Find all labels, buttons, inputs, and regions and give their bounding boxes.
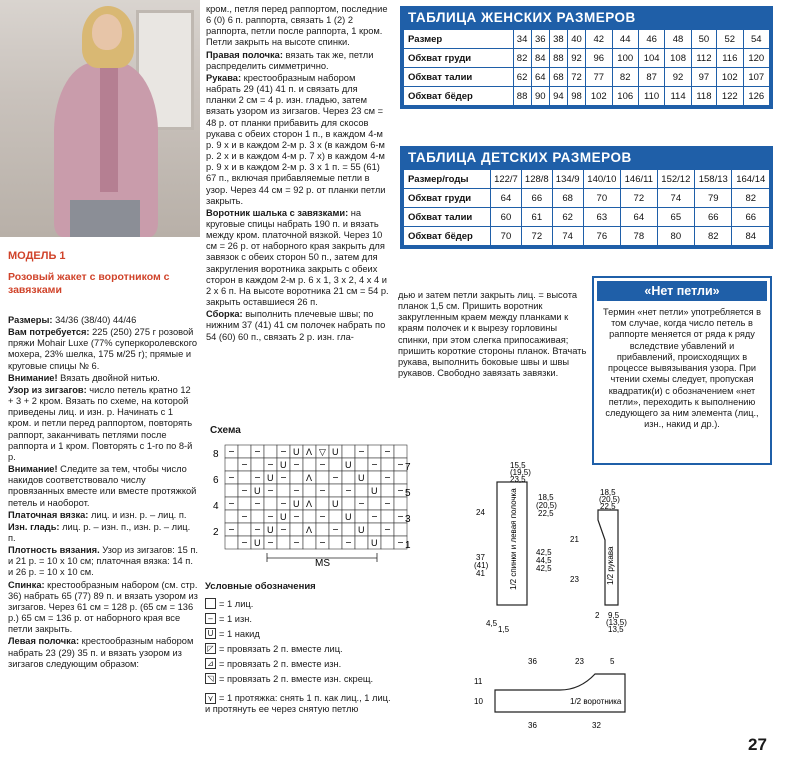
table-cell: 72 — [621, 189, 658, 208]
chart-cell — [329, 484, 342, 497]
collar-piece — [495, 674, 625, 712]
table-cell: 108 — [665, 49, 691, 68]
knitting-chart — [205, 440, 425, 570]
table-cell: 106 — [612, 87, 638, 106]
table-cell: 74 — [552, 227, 583, 246]
table-cell: 88 — [549, 49, 567, 68]
table-cell: 122 — [717, 87, 743, 106]
piece-label: 1/2 воротника — [570, 697, 622, 706]
assembly-continued: дью и затем петли закрыть лиц. = высота планок 1,5 см. Пришить воротник закругленным краем между планками к краям полочек и к вырезу горловины спинки, при этом слегка припосаживая; пришить короткие стороны планок. Втачать рукава, выполнить боковые швы и швы рукавов. Свободно завязать завязки. — [398, 290, 587, 379]
collar-value: на круговые спицы набрать 190 п. и вязать между кром. платочной вязкой. Через 10 см = 26 р. от наборного края закрыть для завязок с обеих сторон 50 п., затем для закругления воротника закрыть с обеих сторон в каждом 2-м р. 6 х 1, 3 х 2, 4 х 4 и 2 х 6 п. На высоте воротника 21 см = 54 р. закрыть оставшиеся 26 п. — [206, 207, 389, 308]
chart-cell — [355, 458, 368, 471]
table-cell: 87 — [638, 68, 664, 87]
dim-label: 37 — [476, 553, 485, 562]
chart-title: Схема — [210, 425, 241, 436]
row-number: 3 — [405, 514, 411, 525]
chart-cell — [264, 445, 277, 458]
sleeve-label: Рукава: — [206, 72, 242, 83]
dim-label: 18,5 — [600, 488, 616, 497]
legend-label: = провязать 2 п. вместе изн. — [219, 659, 342, 669]
legend-ssk — [205, 693, 395, 715]
chart-symbol: U — [345, 460, 352, 470]
chart-cell — [381, 484, 394, 497]
legend-label: = 1 протяжка: снять 1 п. как лиц., 1 лиц. и протянуть ее через снятую петлю — [205, 693, 391, 715]
table-cell: 100 — [612, 49, 638, 68]
table-cell: 42 — [586, 30, 612, 49]
table-cell: 158/13 — [695, 170, 732, 189]
dim-label: 36 — [528, 721, 537, 730]
left-front-label: Левая полочка: — [8, 636, 80, 647]
dim-label: 42,5 — [536, 548, 552, 557]
table-row — [404, 68, 770, 87]
legend-label: = провязать 2 п. вместе лиц. — [219, 644, 343, 654]
left-front-continued: кром., петля перед раппортом, последние 6 (0) 6 п. раппорта, связать 1 (2) 2 раппорта, петли после раппорта, 1 кром. Петли закрыть на высоте спинки. — [206, 4, 388, 48]
collar-pattern-diagram — [460, 652, 660, 732]
legend-k2tog — [205, 643, 343, 655]
women-size-panel — [400, 6, 773, 109]
dim-label: (19,5) — [510, 468, 531, 477]
model-photo — [0, 0, 200, 237]
chart-symbol: Λ — [306, 525, 313, 535]
dim-label: 11 — [474, 677, 483, 686]
women-size-table — [403, 29, 770, 106]
row-label: Обхват бёдер — [404, 227, 491, 246]
assembly-value: выполнить плечевые швы; по нижним 37 (41) 41 см полочек набрать по 54 (60) 60 п., связать 2 р. изн. гла- — [206, 309, 386, 342]
dim-label: 21 — [570, 535, 579, 544]
column-2 — [206, 4, 390, 344]
table-cell: 40 — [567, 30, 585, 49]
table-row — [404, 208, 770, 227]
chart-cell — [238, 497, 251, 510]
chart-symbol: Λ — [306, 473, 313, 483]
row-label: Обхват талии — [404, 68, 514, 87]
assembly-label: Сборка: — [206, 309, 243, 320]
chart-cell — [355, 510, 368, 523]
stockinette-label: Изн. гладь: — [8, 521, 60, 532]
chart-symbol: U — [332, 447, 339, 457]
chart-cell — [381, 536, 394, 549]
chart-symbol: U — [293, 499, 300, 509]
table-cell: 70 — [583, 189, 620, 208]
body-pattern-diagram — [460, 460, 660, 640]
table-cell: 152/12 — [657, 170, 694, 189]
chart-cell — [238, 523, 251, 536]
row-number: 4 — [213, 501, 219, 512]
table-cell: 48 — [665, 30, 691, 49]
chart-cell — [381, 458, 394, 471]
dim-label: 18,5 — [538, 493, 554, 502]
chart-symbol: U — [293, 447, 300, 457]
chart-symbol: U — [280, 460, 287, 470]
chart-cell — [303, 484, 316, 497]
table-cell: 34 — [513, 30, 531, 49]
kids-size-table — [403, 169, 770, 246]
dim-label: 13,5 — [608, 625, 624, 634]
chart-symbol: U — [358, 525, 365, 535]
table-cell: 84 — [531, 49, 549, 68]
table-cell: 64 — [621, 208, 658, 227]
table-cell: 46 — [638, 30, 664, 49]
table-cell: 88 — [513, 87, 531, 106]
table-cell: 44 — [612, 30, 638, 49]
attention1-label: Внимание! — [8, 372, 58, 383]
materials-label: Вам потребуется: — [8, 327, 90, 338]
table-cell: 90 — [531, 87, 549, 106]
legend-label: = 1 изн. — [219, 614, 252, 624]
table-cell: 72 — [521, 227, 552, 246]
stockinette-value: лиц. р. – изн. п., изн. р. – лиц. п. — [8, 521, 191, 543]
collar-label: Воротник шалька с завязками: — [206, 207, 349, 218]
table-cell: 164/14 — [732, 170, 770, 189]
table-cell: 62 — [513, 68, 531, 87]
chart-cell — [355, 484, 368, 497]
chart-symbol: U — [345, 512, 352, 522]
chart-cell — [238, 471, 251, 484]
piece-label: 1/2 рукава — [606, 546, 615, 585]
table-row — [404, 227, 770, 246]
model-title: МОДЕЛЬ 1 — [8, 250, 66, 262]
table-cell: 76 — [583, 227, 620, 246]
table-cell: 66 — [521, 189, 552, 208]
model-heading — [8, 250, 198, 296]
chart-cell — [303, 458, 316, 471]
dim-label: 24 — [476, 508, 485, 517]
table-row — [404, 87, 770, 106]
chart-symbol: U — [371, 538, 378, 548]
table-cell: 82 — [612, 68, 638, 87]
table-cell: 102 — [586, 87, 612, 106]
yarn-over-icon: U — [205, 628, 216, 639]
chart-cell — [381, 510, 394, 523]
chart-cell — [342, 445, 355, 458]
column-3 — [398, 290, 588, 380]
table-cell: 52 — [717, 30, 743, 49]
table-cell: 64 — [491, 189, 522, 208]
table-cell: 77 — [586, 68, 612, 87]
row-label: Размер/годы — [404, 170, 491, 189]
table-cell: 98 — [567, 87, 585, 106]
dim-label: 23 — [575, 657, 584, 666]
dim-label: 9,5 — [608, 611, 620, 620]
dim-label: 41 — [476, 569, 485, 578]
zigzag-value: число петель кратно 12 + 3 + 2 кром. Вязать по схеме, на которой приведены лиц. и изн. р. Начинать с 1 кром. и петли перед раппортом, повторять раппорт, заканчивать петлями после раппорта и 1 кром. Повторять с 1-го по 8-й р. — [8, 384, 193, 462]
chart-symbol: Λ — [306, 499, 313, 509]
attention1-value: Вязать двойной нитью. — [57, 372, 160, 383]
dim-label: 4,5 — [486, 619, 498, 628]
chart-cell — [355, 536, 368, 549]
table-cell: 96 — [586, 49, 612, 68]
sizes-value: 34/36 (38/40) 44/46 — [52, 315, 137, 325]
materials-value: 225 (250) 275 г розовой пряжи Mohair Luxe (77% суперкоролевского мохера, 23% шелка, 175 м/25 г); прямые и круговые спицы № 6. — [8, 327, 198, 371]
chart-cell — [368, 445, 381, 458]
chart-symbol: U — [371, 486, 378, 496]
row-number: 6 — [213, 475, 219, 486]
table-cell: 65 — [657, 208, 694, 227]
photo-scarf — [100, 62, 118, 192]
table-cell: 82 — [695, 227, 732, 246]
right-front-value: вязать так же, петли распределить симметрично. — [206, 49, 374, 71]
zigzag-label: Узор из зигзагов: — [8, 384, 87, 395]
photo-pants — [70, 200, 140, 237]
no-stitch-box — [592, 276, 772, 465]
row-label: Обхват бёдер — [404, 87, 514, 106]
table-cell: 110 — [638, 87, 664, 106]
dim-label: 42,5 — [536, 564, 552, 573]
gauge-label: Плотность вязания. — [8, 545, 100, 556]
row-number: 1 — [405, 540, 411, 551]
table-cell: 126 — [743, 87, 770, 106]
left-front-value: крестообразным набором набрать 23 (29) 35 п. и вязать узором из зигзагов следующим образом: — [8, 636, 194, 669]
chart-symbol: U — [267, 525, 274, 535]
chart-cell — [290, 471, 303, 484]
chart-cell — [368, 523, 381, 536]
row-label: Обхват груди — [404, 49, 514, 68]
photo-face — [92, 14, 122, 50]
dim-label: 10 — [474, 697, 483, 706]
chart-cell — [368, 471, 381, 484]
table-cell: 84 — [732, 227, 770, 246]
chart-cell — [329, 510, 342, 523]
table-row — [404, 189, 770, 208]
purl-symbol-icon: – — [205, 613, 216, 624]
chart-cell — [225, 536, 238, 549]
table-row — [404, 170, 770, 189]
row-label: Обхват груди — [404, 189, 491, 208]
chart-cell — [251, 458, 264, 471]
table-cell: 38 — [549, 30, 567, 49]
chart-cell — [225, 484, 238, 497]
gauge-value: Узор из зигзагов: 15 п. и 21 р. = 10 х 10 см; платочная вязка: 14 п. и 26 р. = 10 х 10 см. — [8, 545, 198, 578]
dim-label: 1,5 — [498, 625, 510, 634]
legend-label: = 1 лиц. — [219, 599, 254, 609]
piece-label: 1/2 спинки и левая полочка — [509, 488, 518, 590]
chart-symbol: U — [358, 473, 365, 483]
chart-cell — [225, 510, 238, 523]
row-label: Размер — [404, 30, 514, 49]
table-cell: 74 — [657, 189, 694, 208]
table-cell: 79 — [695, 189, 732, 208]
chart-cell — [316, 523, 329, 536]
table-cell: 80 — [657, 227, 694, 246]
table-cell: 70 — [491, 227, 522, 246]
sizes-label: Размеры: — [8, 315, 53, 325]
table-cell: 102 — [717, 68, 743, 87]
dim-label: 22,5 — [538, 509, 554, 518]
legend-yarn-over — [205, 628, 260, 640]
table-cell: 140/10 — [583, 170, 620, 189]
dim-label: 36 — [528, 657, 537, 666]
chart-cell — [264, 497, 277, 510]
table-cell: 92 — [665, 68, 691, 87]
chart-cell — [316, 471, 329, 484]
table-cell: 62 — [552, 208, 583, 227]
chart-cell — [329, 458, 342, 471]
table-cell: 104 — [638, 49, 664, 68]
women-table-title: ТАБЛИЦА ЖЕНСКИХ РАЗМЕРОВ — [408, 10, 636, 25]
table-cell: 146/11 — [621, 170, 658, 189]
repeat-label: MS — [315, 558, 330, 569]
legend-title: Условные обозначения — [205, 581, 316, 592]
chart-symbol: U — [254, 538, 261, 548]
dim-label: 2 — [595, 611, 600, 620]
row-number: 5 — [405, 488, 411, 499]
p2tog-tbl-icon: ◹ — [205, 673, 216, 684]
dim-label: 15,5 — [510, 461, 526, 470]
garter-label: Платочная вязка: — [8, 509, 89, 520]
chart-symbol: ▽ — [319, 447, 326, 457]
attention2-label: Внимание! — [8, 464, 58, 475]
back-value: крестообразным набором (см. стр. 36) набрать 65 (77) 89 п. и вязать узором из зигзагов. Через 61 см = 128 р. (65 см = 136 р.) 65 см = 136 р. от наборного края все петли закрыть. — [8, 579, 198, 635]
table-cell: 68 — [552, 189, 583, 208]
table-cell: 107 — [743, 68, 770, 87]
model-subtitle: Розовый жакет с воротником с завязками — [8, 271, 170, 296]
chart-symbol: U — [254, 486, 261, 496]
table-cell: 116 — [717, 49, 743, 68]
chart-cell — [277, 484, 290, 497]
chart-cell — [329, 536, 342, 549]
no-stitch-title: «Нет петли» — [597, 281, 767, 301]
legend-label: = провязать 2 п. вместе изн. скрещ. — [219, 674, 374, 684]
p2tog-icon: ⊿ — [205, 658, 216, 669]
dim-label: (41) — [474, 561, 489, 570]
chart-cell — [394, 445, 407, 458]
page-number: 27 — [748, 735, 767, 754]
table-cell: 94 — [549, 87, 567, 106]
dim-label: 32 — [592, 721, 601, 730]
chart-cell — [303, 510, 316, 523]
kids-table-title: ТАБЛИЦА ДЕТСКИХ РАЗМЕРОВ — [408, 150, 632, 165]
column-1 — [8, 315, 198, 671]
table-cell: 114 — [665, 87, 691, 106]
table-row — [404, 30, 770, 49]
table-cell: 134/9 — [552, 170, 583, 189]
table-cell: 78 — [621, 227, 658, 246]
table-cell: 66 — [732, 208, 770, 227]
chart-symbol: U — [280, 512, 287, 522]
legend-p2tog — [205, 658, 341, 670]
chart-cell — [290, 523, 303, 536]
table-cell: 128/8 — [521, 170, 552, 189]
table-cell: 60 — [491, 208, 522, 227]
legend-purl — [205, 613, 252, 625]
table-cell: 54 — [743, 30, 770, 49]
dim-label: 44,5 — [536, 556, 552, 565]
table-cell: 82 — [732, 189, 770, 208]
chart-cell — [251, 510, 264, 523]
legend-knit — [205, 598, 253, 610]
garter-value: лиц. и изн. р. – лиц. п. — [88, 509, 187, 520]
knit-symbol-icon — [205, 598, 216, 609]
dim-label: (13,5) — [606, 618, 627, 627]
row-label: Обхват талии — [404, 208, 491, 227]
table-cell: 97 — [691, 68, 716, 87]
dim-label: 23 — [570, 575, 579, 584]
table-cell: 36 — [531, 30, 549, 49]
table-row — [404, 49, 770, 68]
table-cell: 61 — [521, 208, 552, 227]
chart-cell — [238, 445, 251, 458]
table-cell: 64 — [531, 68, 549, 87]
kids-size-panel — [400, 146, 773, 249]
k2tog-icon: ◸ — [205, 643, 216, 654]
chart-cell — [342, 497, 355, 510]
table-cell: 118 — [691, 87, 716, 106]
row-number: 2 — [213, 527, 219, 538]
no-stitch-text: Термин «нет петли» употребляется в том случае, когда число петель в раппорте меняется от ряда к ряду вследствие убавлений и прибавлений, происходящих в процессе вывязывания узора. При чтении схемы следует, пропуская квадратик(и) с обозначением «нет петли», переходить к выполнению следующего за ним элемента (лиц., изн., накид и др.). — [603, 307, 761, 430]
table-cell: 122/7 — [491, 170, 522, 189]
dim-label: 22,5 — [600, 502, 616, 511]
table-cell: 82 — [513, 49, 531, 68]
ssk-icon: ⋎ — [205, 693, 216, 704]
chart-symbol: U — [267, 473, 274, 483]
chart-cell — [277, 536, 290, 549]
chart-cell — [225, 458, 238, 471]
chart-symbol: U — [332, 499, 339, 509]
back-label: Спинка: — [8, 579, 45, 590]
chart-cell — [342, 523, 355, 536]
legend-label: = 1 накид — [219, 629, 260, 639]
dim-label: 5 — [610, 657, 615, 666]
dim-label: 23,5 — [510, 475, 526, 484]
attention2-value: Следите за тем, чтобы число накидов соответствовало числу провязанных вместе или вместе протяжкой петель и наоборот. — [8, 464, 197, 508]
chart-cell — [342, 471, 355, 484]
table-cell: 66 — [695, 208, 732, 227]
chart-cell — [303, 536, 316, 549]
table-cell: 92 — [567, 49, 585, 68]
table-cell: 50 — [691, 30, 716, 49]
dim-label: (20,5) — [536, 501, 557, 510]
right-front-label: Правая полочка: — [206, 49, 283, 60]
table-cell: 72 — [567, 68, 585, 87]
legend-p2tog-tbl — [205, 673, 373, 685]
chart-cell — [368, 497, 381, 510]
row-number: 7 — [405, 462, 411, 473]
row-number: 8 — [213, 449, 219, 460]
table-cell: 63 — [583, 208, 620, 227]
table-cell: 120 — [743, 49, 770, 68]
sleeve-value: крестообразным набором набрать 29 (41) 41 п. и связать для планки 2 см = 4 р. изн. гладью, затем вязать узором из зигзагов. Через 23 см = 48 р. от планки прибавить для скосов рукава с обеих сторон 1 п., в каждом 4-м р. 9 х и в каждом 2-м р. 3 х (в каждом 6-м р. 2 х и в каждом 4-м р. 7 х) в каждом 4-м р. 9 х и в каждом 2-м р. 3 х 1 п. = 55 (61) 67 п., включая прибавляемые петли в узор. Через 44 см = 92 р. от планки петли закрыть. — [206, 72, 386, 206]
dim-label: (20,5) — [599, 495, 620, 504]
chart-cell — [316, 497, 329, 510]
table-cell: 112 — [691, 49, 716, 68]
chart-symbol: Λ — [306, 447, 313, 457]
table-cell: 68 — [549, 68, 567, 87]
